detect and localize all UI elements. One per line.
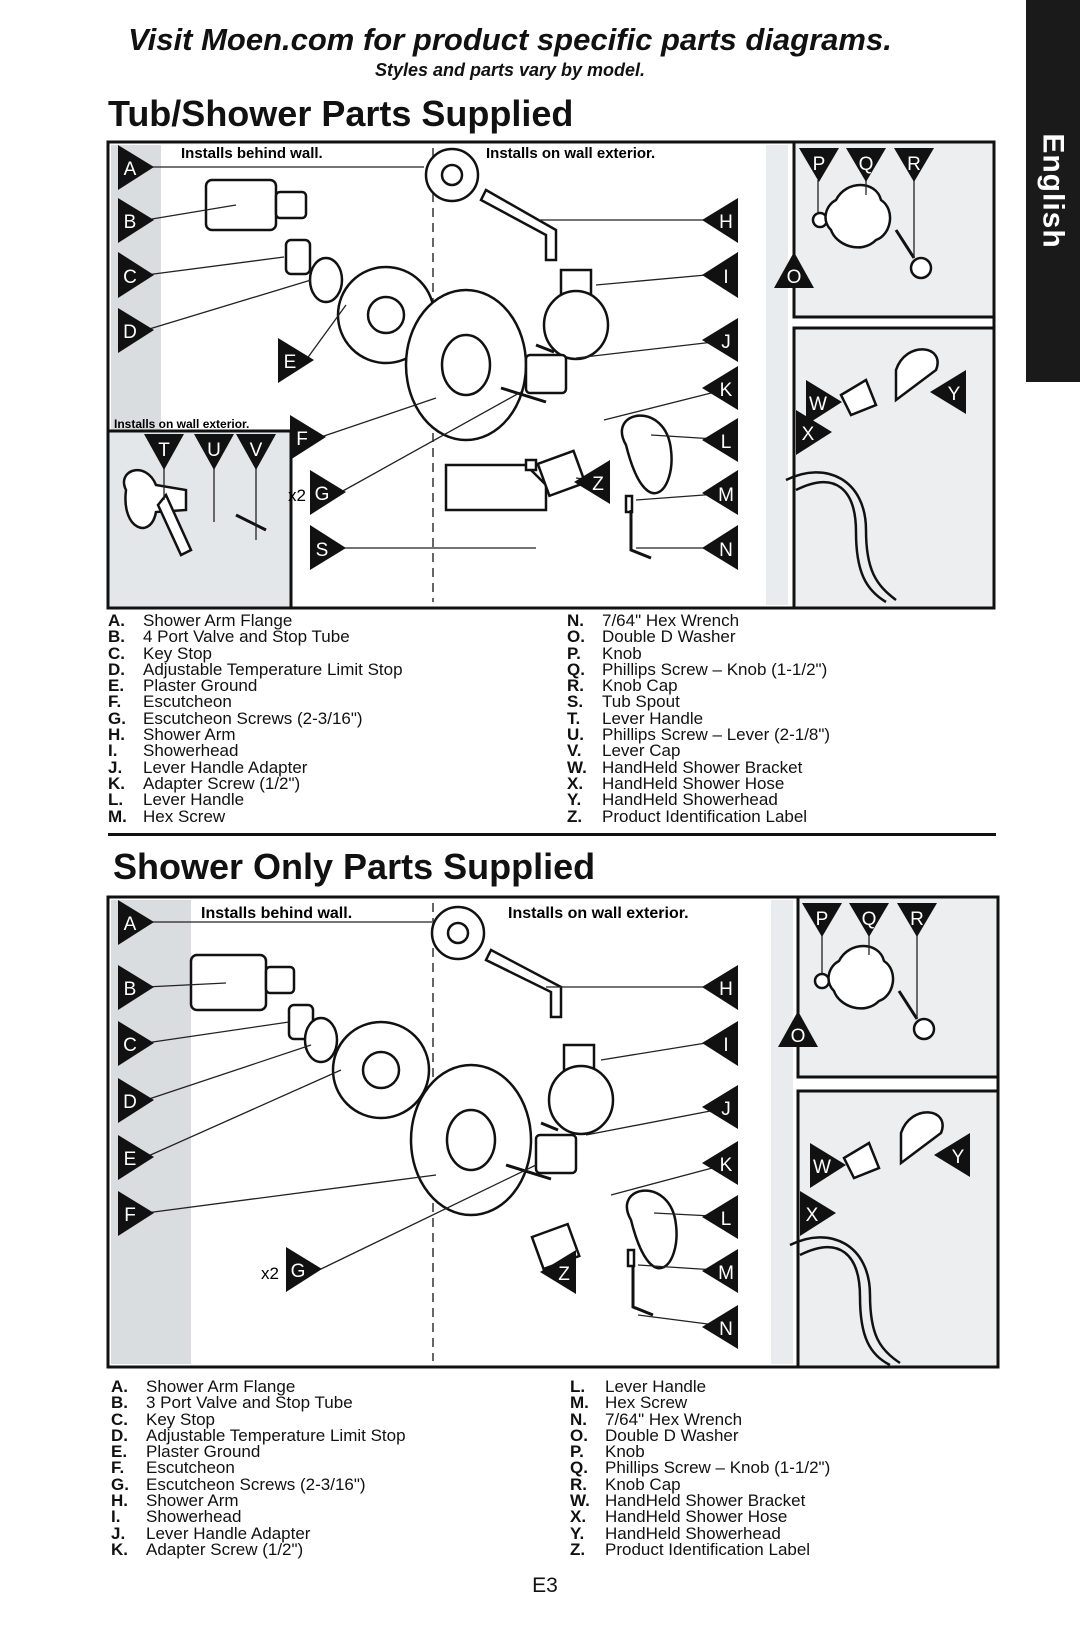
shower-callout-d: D [123, 1092, 137, 1113]
list-item: P. Knob [570, 1442, 645, 1462]
shower-parts-list-right [570, 1379, 830, 1558]
shower-callout-n: N [719, 1319, 733, 1340]
shower-callout-q: Q [861, 909, 877, 930]
shower-callout-z: Z [558, 1264, 570, 1285]
shower-callout-k: K [719, 1155, 733, 1176]
shower-behind-wall-label: Installs behind wall. [201, 905, 353, 922]
list-item: F. Escutcheon [111, 1458, 235, 1478]
list-item: J. Lever Handle Adapter [108, 757, 308, 777]
tub-callout-n: N [719, 540, 733, 561]
tub-callout-z: Z [592, 474, 604, 495]
tub-callout-p: P [812, 154, 826, 175]
tub-callout-h: H [719, 212, 733, 233]
list-item: A. Shower Arm Flange [111, 1377, 296, 1396]
tub-callout-q: Q [858, 154, 874, 175]
list-item: Y. HandHeld Showerhead [567, 790, 778, 810]
list-item: Z. Product Identification Label [567, 806, 808, 826]
list-item: R. Knob Cap [570, 1474, 681, 1494]
list-item: R. Knob Cap [567, 676, 678, 696]
tub-parts-diagram [106, 140, 996, 610]
list-item: V. Lever Cap [567, 741, 681, 761]
list-item: N. 7/64" Hex Wrench [567, 611, 740, 630]
language-tab [1026, 0, 1080, 382]
tub-parts-list-left [108, 613, 403, 825]
shower-callout-m: M [718, 1263, 734, 1284]
list-item: O. Double D Washer [570, 1425, 739, 1445]
list-item: Q. Phillips Screw – Knob (1-1/2") [567, 659, 828, 679]
tub-callout-t: T [158, 440, 170, 461]
list-item: F. Escutcheon [108, 692, 232, 712]
tub-callout-d: D [123, 322, 137, 343]
list-item: T. Lever Handle [567, 708, 704, 728]
list-item: N. 7/64" Hex Wrench [570, 1409, 743, 1429]
shower-parts-list-left [111, 1379, 406, 1558]
list-item: E. Plaster Ground [111, 1442, 261, 1462]
shower-wall-exterior-label: Installs on wall exterior. [508, 905, 689, 922]
shower-quantity-g: x2 [261, 1264, 279, 1283]
shower-callout-i: I [723, 1035, 729, 1056]
tub-parts-list-right [567, 613, 830, 825]
tub-callout-i: I [723, 267, 729, 288]
list-item: Y. HandHeld Showerhead [570, 1523, 781, 1543]
tub-callout-e: E [283, 352, 297, 373]
list-item: I. Showerhead [111, 1507, 242, 1527]
shower-callout-c: C [123, 1035, 137, 1056]
list-item: Z. Product Identification Label [570, 1539, 811, 1559]
shower-callout-x: X [805, 1205, 819, 1226]
tub-callout-s: S [315, 540, 329, 561]
shower-callout-f: F [124, 1205, 136, 1226]
shower-callout-o: O [790, 1026, 806, 1047]
tub-callout-x: X [801, 424, 815, 445]
shower-callout-r: R [910, 909, 924, 930]
shower-callout-y: Y [951, 1147, 965, 1168]
list-item: P. Knob [567, 643, 642, 663]
list-item: J. Lever Handle Adapter [111, 1523, 311, 1543]
list-item: E. Plaster Ground [108, 676, 258, 696]
list-item: I. Showerhead [108, 741, 239, 761]
tub-callout-w: W [809, 394, 827, 415]
list-item: S. Tub Spout [567, 692, 680, 712]
list-item: C. Key Stop [111, 1409, 215, 1429]
shower-callout-l: L [720, 1209, 732, 1230]
shower-callout-e: E [123, 1149, 137, 1170]
tub-callout-y: Y [947, 384, 961, 405]
tub-wall-exterior-label: Installs on wall exterior. [486, 145, 656, 162]
tub-callout-c: C [123, 267, 137, 288]
list-item: C. Key Stop [108, 643, 212, 663]
shower-callout-j: J [721, 1099, 731, 1120]
section-divider [108, 833, 996, 836]
shower-callout-p: P [815, 909, 829, 930]
tub-callout-v: V [249, 440, 263, 461]
list-item: L. Lever Handle [108, 790, 245, 810]
styles-notice: Styles and parts vary by model. [374, 60, 646, 80]
list-item: M. Hex Screw [570, 1393, 688, 1413]
page-number: E3 [532, 1574, 558, 1597]
list-item: D. Adjustable Temperature Limit Stop [108, 659, 403, 679]
shower-section-title: Shower Only Parts Supplied [113, 846, 596, 887]
tub-callout-k: K [719, 380, 733, 401]
tub-callout-u: U [207, 440, 221, 461]
shower-callout-g: G [290, 1261, 306, 1282]
list-item: L. Lever Handle [570, 1377, 707, 1396]
tub-section-title: Tub/Shower Parts Supplied [108, 93, 574, 134]
list-item: D. Adjustable Temperature Limit Stop [111, 1425, 406, 1445]
tub-callout-j: J [721, 332, 731, 353]
tub-callout-m: M [718, 485, 734, 506]
list-item: K. Adapter Screw (1/2") [108, 773, 301, 793]
tub-callout-g: G [314, 484, 330, 505]
tub-callout-o: O [786, 267, 802, 288]
visit-notice: Visit Moen.com for product specific parts diagrams. [128, 22, 892, 57]
list-item: X. HandHeld Shower Hose [570, 1507, 788, 1527]
shower-callout-h: H [719, 979, 733, 1000]
list-item: B. 4 Port Valve and Stop Tube [108, 627, 350, 647]
tub-quantity-g: x2 [288, 486, 306, 505]
list-item: H. Shower Arm [108, 725, 236, 745]
list-item: H. Shower Arm [111, 1491, 239, 1511]
tub-callout-r: R [907, 154, 921, 175]
list-item: K. Adapter Screw (1/2") [111, 1539, 304, 1559]
shower-parts-diagram [106, 895, 1000, 1369]
tub-behind-wall-label: Installs behind wall. [181, 145, 323, 162]
list-item: W. HandHeld Shower Bracket [570, 1491, 806, 1511]
list-item: U. Phillips Screw – Lever (2-1/8") [567, 725, 831, 745]
list-item: G. Escutcheon Screws (2-3/16") [111, 1474, 366, 1494]
list-item: M. Hex Screw [108, 806, 226, 826]
list-item: G. Escutcheon Screws (2-3/16") [108, 708, 363, 728]
list-item: O. Double D Washer [567, 627, 736, 647]
tub-callout-l: L [720, 432, 732, 453]
list-item: A. Shower Arm Flange [108, 611, 293, 630]
list-item: B. 3 Port Valve and Stop Tube [111, 1393, 353, 1413]
tub-callout-b: B [123, 212, 137, 233]
tub-inset-exterior-label: Installs on wall exterior. [114, 417, 250, 431]
tub-callout-f: F [296, 429, 308, 450]
shower-callout-a: A [123, 914, 137, 935]
list-item: X. HandHeld Shower Hose [567, 773, 785, 793]
shower-callout-w: W [813, 1157, 831, 1178]
language-tab-label: English [1037, 133, 1070, 249]
tub-callout-a: A [123, 159, 137, 180]
list-item: W. HandHeld Shower Bracket [567, 757, 803, 777]
list-item: Q. Phillips Screw – Knob (1-1/2") [570, 1458, 831, 1478]
shower-callout-b: B [123, 979, 137, 1000]
